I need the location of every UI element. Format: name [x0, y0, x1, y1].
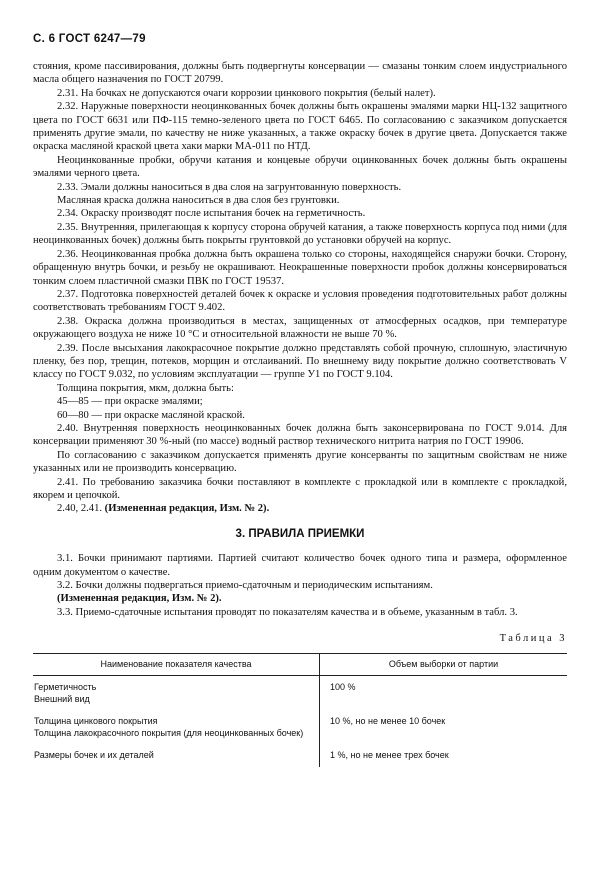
paragraph-2-38: 2.38. Окраска должна производиться в местах, защищенных от атмосферных осадков, при температуре окружающего воздуха не ниже 10 °С и относительной влажности не выше 70 %.	[33, 315, 567, 341]
paragraph-thickness-enamel: 45—85 — при окраске эмалями;	[57, 396, 203, 408]
header-indicator: Наименование показателя качества	[33, 653, 320, 676]
paragraph-2-40: 2.40. Внутренняя поверхность неоцинкованных бочек должна быть законсервирована по ГОСТ 9.014. Для консервации применяют 30 %-ный (по массе) водный раствор технического нитрита натрия по ГОСТ 19906.	[33, 422, 567, 448]
paragraph-2-36: 2.36. Неоцинкованная пробка должна быть окрашена только со стороны, находящейся снаружи бочки. Сторону, обращенную внутрь бочки, и резьбу не окрашивают. Неокрашенные поверхности пробок должны консервироваться тонким слоем пластичной смазки ПВК по ГОСТ 19537.	[33, 248, 567, 287]
paragraph-3-2: 3.2. Бочки должны подвергаться приемо-сдаточным и периодическим испытаниям.	[57, 580, 433, 592]
cell-indicator: Герметичность Внешний вид	[33, 676, 320, 711]
table-caption: Таблица 3	[499, 633, 567, 645]
cell-sample: 1 %, но не менее трех бочек	[330, 750, 449, 761]
paragraph-2-39: 2.39. После высыхания лакокрасочное покрытие должно представлять собой прочную, сплошную, эластичную пленку, без пор, трещин, потеков, морщин и отслаиваний. По внешнему виду покрытие должно соответствовать V классу по ГОСТ 9.032, по условиям эксплуатации — группе У1 по ГОСТ 9.104.	[33, 342, 567, 381]
cell-indicator: Размеры бочек и их деталей	[33, 744, 320, 767]
paragraph-3-3: 3.3. Приемо-сдаточные испытания проводят по показателям качества и в объеме, указанным в табл. 3.	[57, 606, 518, 618]
paragraph-thickness-oil: 60—80 — при окраске масляной краской.	[57, 409, 245, 421]
paragraph-2-41: 2.41. По требованию заказчика бочки поставляют в комплекте с прокладкой или в комплекте с прокладкой, якорем и цепочкой.	[33, 476, 567, 501]
paragraph-2-33: 2.33. Эмали должны наноситься в два слоя на загрунтованную поверхность.	[57, 181, 402, 193]
document-body	[33, 60, 567, 767]
paragraph-continuation: стояния, кроме пассивирования, должны быть подвергнуты консервации — смазаны тонким слоем индустриального масла общего назначения по ГОСТ 20799.	[33, 61, 567, 86]
paragraph-preservatives: По согласованию с заказчиком допускается применять другие консерванты по защитным свойствам не ниже указанных или не производить консервацию.	[33, 449, 567, 475]
table-row	[33, 710, 567, 744]
paragraph-3-1: 3.1. Бочки принимают партиями. Партией считают количество бочек одного типа и размера, оформленное одним документом о качестве.	[33, 553, 567, 578]
paragraph-black-enamel: Неоцинкованные пробки, обручи катания и концевые обручи оцинкованных бочек должны быть окрашены эмалями черного цвета.	[33, 154, 567, 180]
table-header-row	[33, 653, 567, 676]
amendment-note-1	[33, 502, 567, 515]
paragraph-2-31: 2.31. На бочках не допускаются очаги коррозии цинкового покрытия (белый налет).	[57, 87, 436, 99]
table-row	[33, 676, 567, 711]
amendment-text: (Измененная редакция, Изм. № 2).	[104, 503, 270, 515]
paragraph-thickness-intro: Толщина покрытия, мкм, должна быть:	[57, 382, 234, 394]
section-title: 3. ПРАВИЛА ПРИЕМКИ	[235, 527, 365, 540]
cell-sample: 10 %, но не менее 10 бочек	[330, 716, 446, 727]
paragraph-2-34: 2.34. Окраску производят после испытания бочек на герметичность.	[57, 208, 366, 220]
amendment-note-2: (Измененная редакция, Изм. № 2).	[57, 593, 222, 605]
header-sample-size: Объем выборки от партии	[320, 653, 568, 676]
amendment-prefix: 2.40, 2.41.	[57, 503, 105, 515]
paragraph-2-32: 2.32. Наружные поверхности неоцинкованных бочек должны быть окрашены эмалями марки НЦ-132 защитного цвета по ГОСТ 6631 или ПФ-115 темно-зеленого цвета по ГОСТ 6465. По согласованию с заказчиком допускается применять другие эмали, по качеству не ниже указанных, а также окраску бочек в другие цвета. Допускается также окраска масляной краской цвета хаки марки МА-011 по НТД.	[33, 101, 567, 153]
paragraph-2-37: 2.37. Подготовка поверхностей деталей бочек к окраске и условия проведения подготовительных работ должны соответствовать требованиям ГОСТ 9.402.	[33, 288, 567, 314]
paragraph-2-35: 2.35. Внутренняя, прилегающая к корпусу сторона обручей катания, а также поверхность корпуса под ними (для неоцинкованных бочек) должны быть покрыты грунтовкой до установки обручей на корпус.	[33, 221, 567, 247]
acceptance-table	[33, 653, 567, 767]
page-header: С. 6 ГОСТ 6247—79	[33, 33, 146, 45]
cell-indicator: Толщина цинкового покрытия Толщина лакокрасочного покрытия (для неоцинкованных бочек)	[33, 710, 320, 744]
cell-sample: 100 %	[330, 682, 356, 693]
paragraph-oil-paint: Масляная краска должна наноситься в два слоя без грунтовки.	[57, 195, 340, 207]
table-row	[33, 744, 567, 767]
